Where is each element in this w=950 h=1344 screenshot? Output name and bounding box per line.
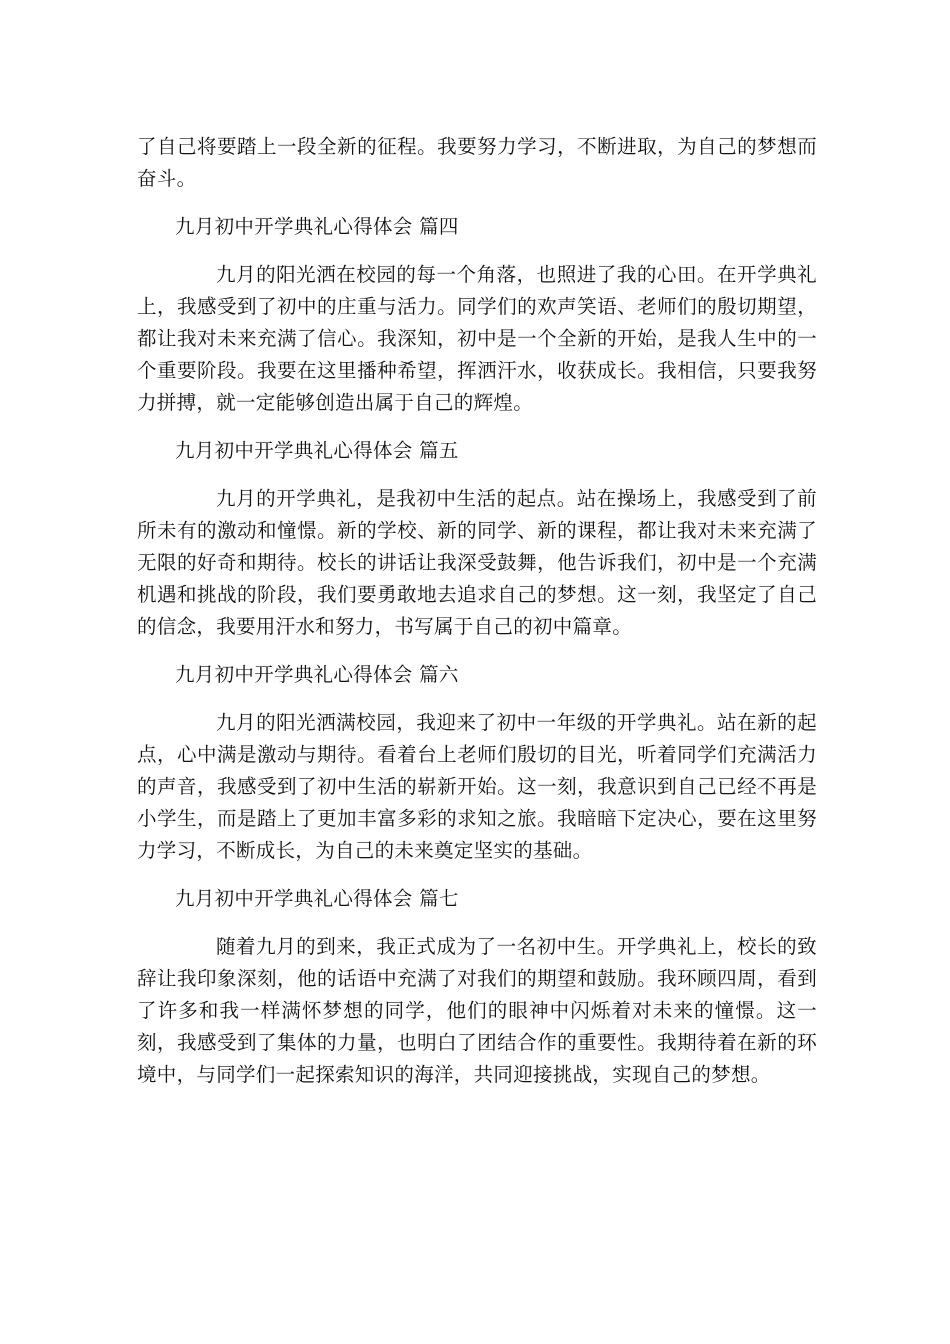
section-5 [137,435,817,643]
section-6 [137,659,817,867]
section-paragraph: 九月的开学典礼，是我初中生活的起点。站在操场上，我感受到了前所未有的激动和憧憬。新的学校、新的同学、新的课程，都让我对未来充满了无限的好奇和期待。校长的讲话让我深受鼓舞，他告诉我们，初中是一个充满机遇和挑战的阶段，我们要勇敢地去追求自己的梦想。这一刻，我坚定了自己的信念，我要用汗水和努力，书写属于自己的初中篇章。 [137,487,817,638]
section-paragraph: 九月的阳光洒在校园的每一个角落，也照进了我的心田。在开学典礼上，我感受到了初中的庄重与活力。同学们的欢声笑语、老师们的殷切期望，都让我对未来充满了信心。我深知，初中是一个全新的开始，是我人生中的一个重要阶段。我要在这里播种希望，挥洒汗水，收获成长。我相信，只要我努力拼搏，就一定能够创造出属于自己的辉煌。 [137,263,817,414]
section-heading: 九月初中开学典礼心得体会 篇六 [175,663,459,686]
section-heading: 九月初中开学典礼心得体会 篇四 [175,215,459,238]
section-4 [137,211,817,419]
section-paragraph: 九月的阳光洒满校园，我迎来了初中一年级的开学典礼。站在新的起点，心中满是激动与期待。看着台上老师们殷切的目光，听着同学们充满活力的声音，我感受到了初中生活的崭新开始。这一刻，我意识到自己已经不再是小学生，而是踏上了更加丰富多彩的求知之旅。我暗暗下定决心，要在这里努力学习，不断成长，为自己的未来奠定坚实的基础。 [137,711,817,862]
continued-paragraph: 了自己将要踏上一段全新的征程。我要努力学习，不断进取，为自己的梦想而奋斗。 [137,135,817,190]
section-heading: 九月初中开学典礼心得体会 篇五 [175,439,459,462]
document-body [137,131,817,1107]
section-paragraph: 随着九月的到来，我正式成为了一名初中生。开学典礼上，校长的致辞让我印象深刻，他的话语中充满了对我们的期望和鼓励。我环顾四周，看到了许多和我一样满怀梦想的同学，他们的眼神中闪烁着对未来的憧憬。这一刻，我感受到了集体的力量，也明白了团结合作的重要性。我期待着在新的环境中，与同学们一起探索知识的海洋，共同迎接挑战，实现自己的梦想。 [137,935,817,1086]
section-heading: 九月初中开学典礼心得体会 篇七 [175,887,459,910]
section-7 [137,883,817,1091]
